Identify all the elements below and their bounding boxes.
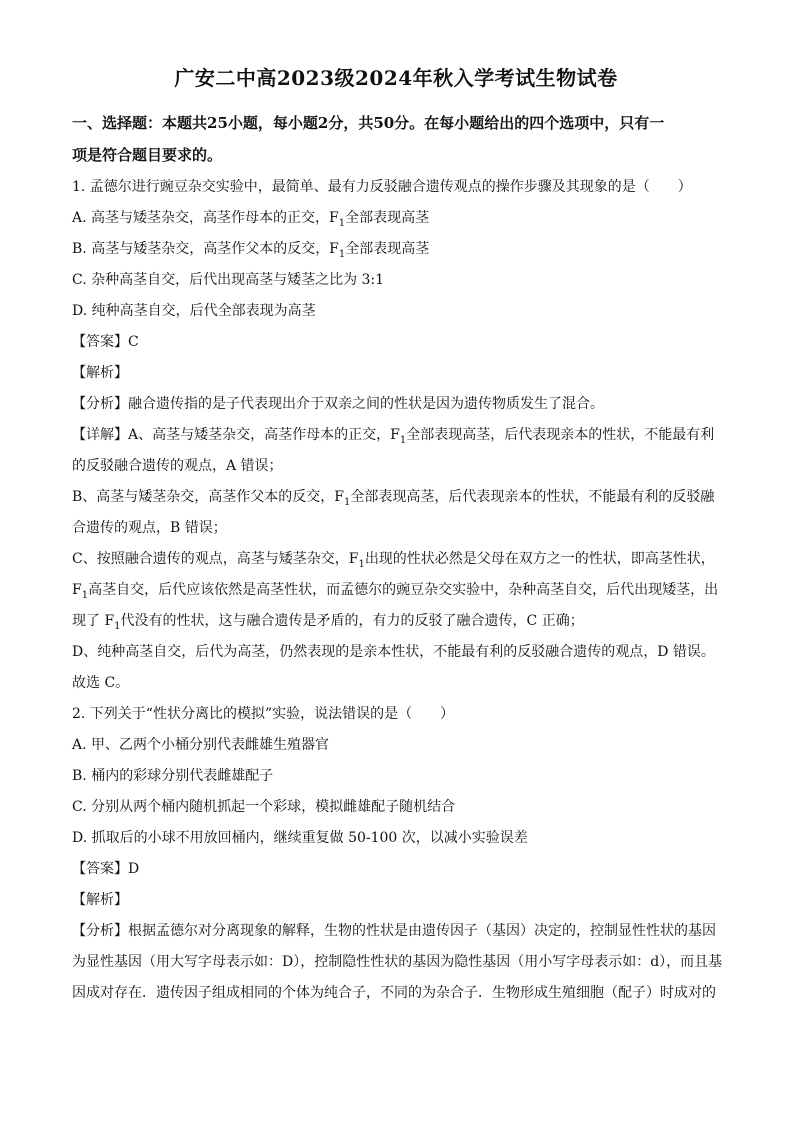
q1-detail-a-text-end: 全部表现高茎，后代表现亲本的性状，不能最有利	[406, 427, 715, 443]
q1-detail-c-text: C、按照融合遗传的观点，高茎与矮茎杂交，F	[72, 551, 359, 567]
q1-detail-c-text-end: 出现的性状必然是父母在双方之一的性状，即高茎性状，	[364, 551, 715, 567]
page-title: 广安二中高2023级2024年秋入学考试生物试卷	[174, 66, 618, 90]
q1-detail-b-line-2: 合遗传的观点，B 错误；	[72, 520, 227, 536]
q2-fenxi-line-2: 为显性基因（用大写字母表示如：D），控制隐性性状的基因为隐性基因（用小写字母表示如：d），而且基	[72, 954, 723, 970]
q1-option-a	[72, 203, 720, 234]
q1-detail-b-subscript: 1	[344, 496, 351, 508]
q1-detail-d: D、纯种高茎自交，后代为高茎，仍然表现的是亲本性状，不能最有利的反驳融合遗传的观点，D 错误。	[72, 644, 715, 660]
q1-detail-b-text: B、高茎与矮茎杂交，高茎作父本的反交，F	[72, 489, 345, 505]
q1-option-c: C. 杂种高茎自交，后代出现高茎与矮茎之比为 3:1	[72, 272, 385, 288]
q1-option-b-text: B. 高茎与矮茎杂交，高茎作父本的反交，F	[72, 241, 339, 257]
q1-conclusion: 故选 C。	[72, 675, 130, 691]
q1-detail-c2-subscript: 1	[81, 589, 89, 601]
q1-option-b-subscript: 1	[338, 248, 346, 260]
q2-answer: 【答案】D	[72, 861, 140, 877]
q1-option-a-text-end: 全部表现高茎	[345, 210, 430, 226]
q1-detail-b-text-end: 全部表现高茎，后代表现亲本的性状，不能最有利的反驳融	[350, 489, 715, 505]
q1-detail-c2-text: F	[72, 582, 82, 598]
q1-option-b	[72, 234, 720, 265]
q2-option-c: C. 分别从两个桶内随机抓起一个彩球，模拟雌雄配子随机结合	[72, 799, 456, 815]
section-heading-line-1: 一、选择题：本题共25小题，每小题2分，共50分。在每小题给出的四个选项中，只有一	[72, 114, 665, 132]
q1-detail-a-line-2: 的反驳融合遗传的观点，A 错误；	[72, 458, 283, 474]
q1-analysis-label: 【解析】	[72, 365, 128, 381]
q2-stem: 2. 下列关于“性状分离比的模拟”实验，说法错误的是（ ）	[72, 706, 455, 722]
q1-answer: 【答案】C	[72, 334, 139, 350]
q1-option-a-subscript: 1	[338, 217, 346, 229]
q1-detail-c-subscript: 1	[358, 558, 365, 570]
q1-detail-a-subscript: 1	[399, 434, 407, 446]
q1-detail-c3-text: 现了 F	[72, 613, 115, 629]
q1-detail-c3-subscript: 1	[114, 620, 121, 632]
q1-detail-c-line-3	[72, 606, 720, 637]
q1-detail-c3-text-end: 代没有的性状，这与融合遗传是矛盾的，有力的反驳了融合遗传，C 正确；	[120, 613, 584, 629]
q1-option-a-text: A. 高茎与矮茎杂交，高茎作母本的正交，F	[72, 210, 339, 226]
q1-detail-c2-text-end: 高茎自交，后代应该依然是高茎性状，而孟德尔的豌豆杂交实验中，杂种高茎自交，后代出现矮茎，出	[88, 582, 719, 598]
q1-option-d: D. 纯种高茎自交，后代全部表现为高茎	[72, 303, 316, 319]
section-heading-line-2: 项是符合题目要求的。	[72, 146, 223, 164]
q2-analysis-label: 【解析】	[72, 892, 128, 908]
q2-option-b: B. 桶内的彩球分别代表雌雄配子	[72, 768, 274, 784]
q1-fenxi: 【分析】融合遗传指的是子代表现出介于双亲之间的性状是因为遗传物质发生了混合。	[72, 396, 604, 412]
q2-option-a: A. 甲、乙两个小桶分别代表雌雄生殖器官	[72, 737, 330, 753]
q2-fenxi-line-1: 【分析】根据孟德尔对分离现象的解释，生物的性状是由遗传因子（基因）决定的，控制显性性状的基因	[72, 923, 716, 939]
q2-fenxi-line-3: 因成对存在．遗传因子组成相同的个体为纯合子，不同的为杂合子．生物形成生殖细胞（配子）时成对的	[72, 985, 716, 1001]
q1-detail-c-line-1	[72, 544, 720, 575]
q1-detail-a-text: 【详解】A、高茎与矮茎杂交，高茎作母本的正交，F	[72, 427, 400, 443]
q2-option-d: D. 抓取后的小球不用放回桶内，继续重复做 50-100 次，以减小实验误差	[72, 830, 528, 846]
q1-stem: 1. 孟德尔进行豌豆杂交实验中，最简单、最有力反驳融合遗传观点的操作步骤及其现象的是（ ）	[72, 179, 692, 195]
q1-option-b-text-end: 全部表现高茎	[345, 241, 430, 257]
q1-detail-b-line-1	[72, 482, 720, 513]
q1-detail-a-line-1	[72, 420, 720, 451]
q1-detail-c-line-2	[72, 575, 720, 606]
